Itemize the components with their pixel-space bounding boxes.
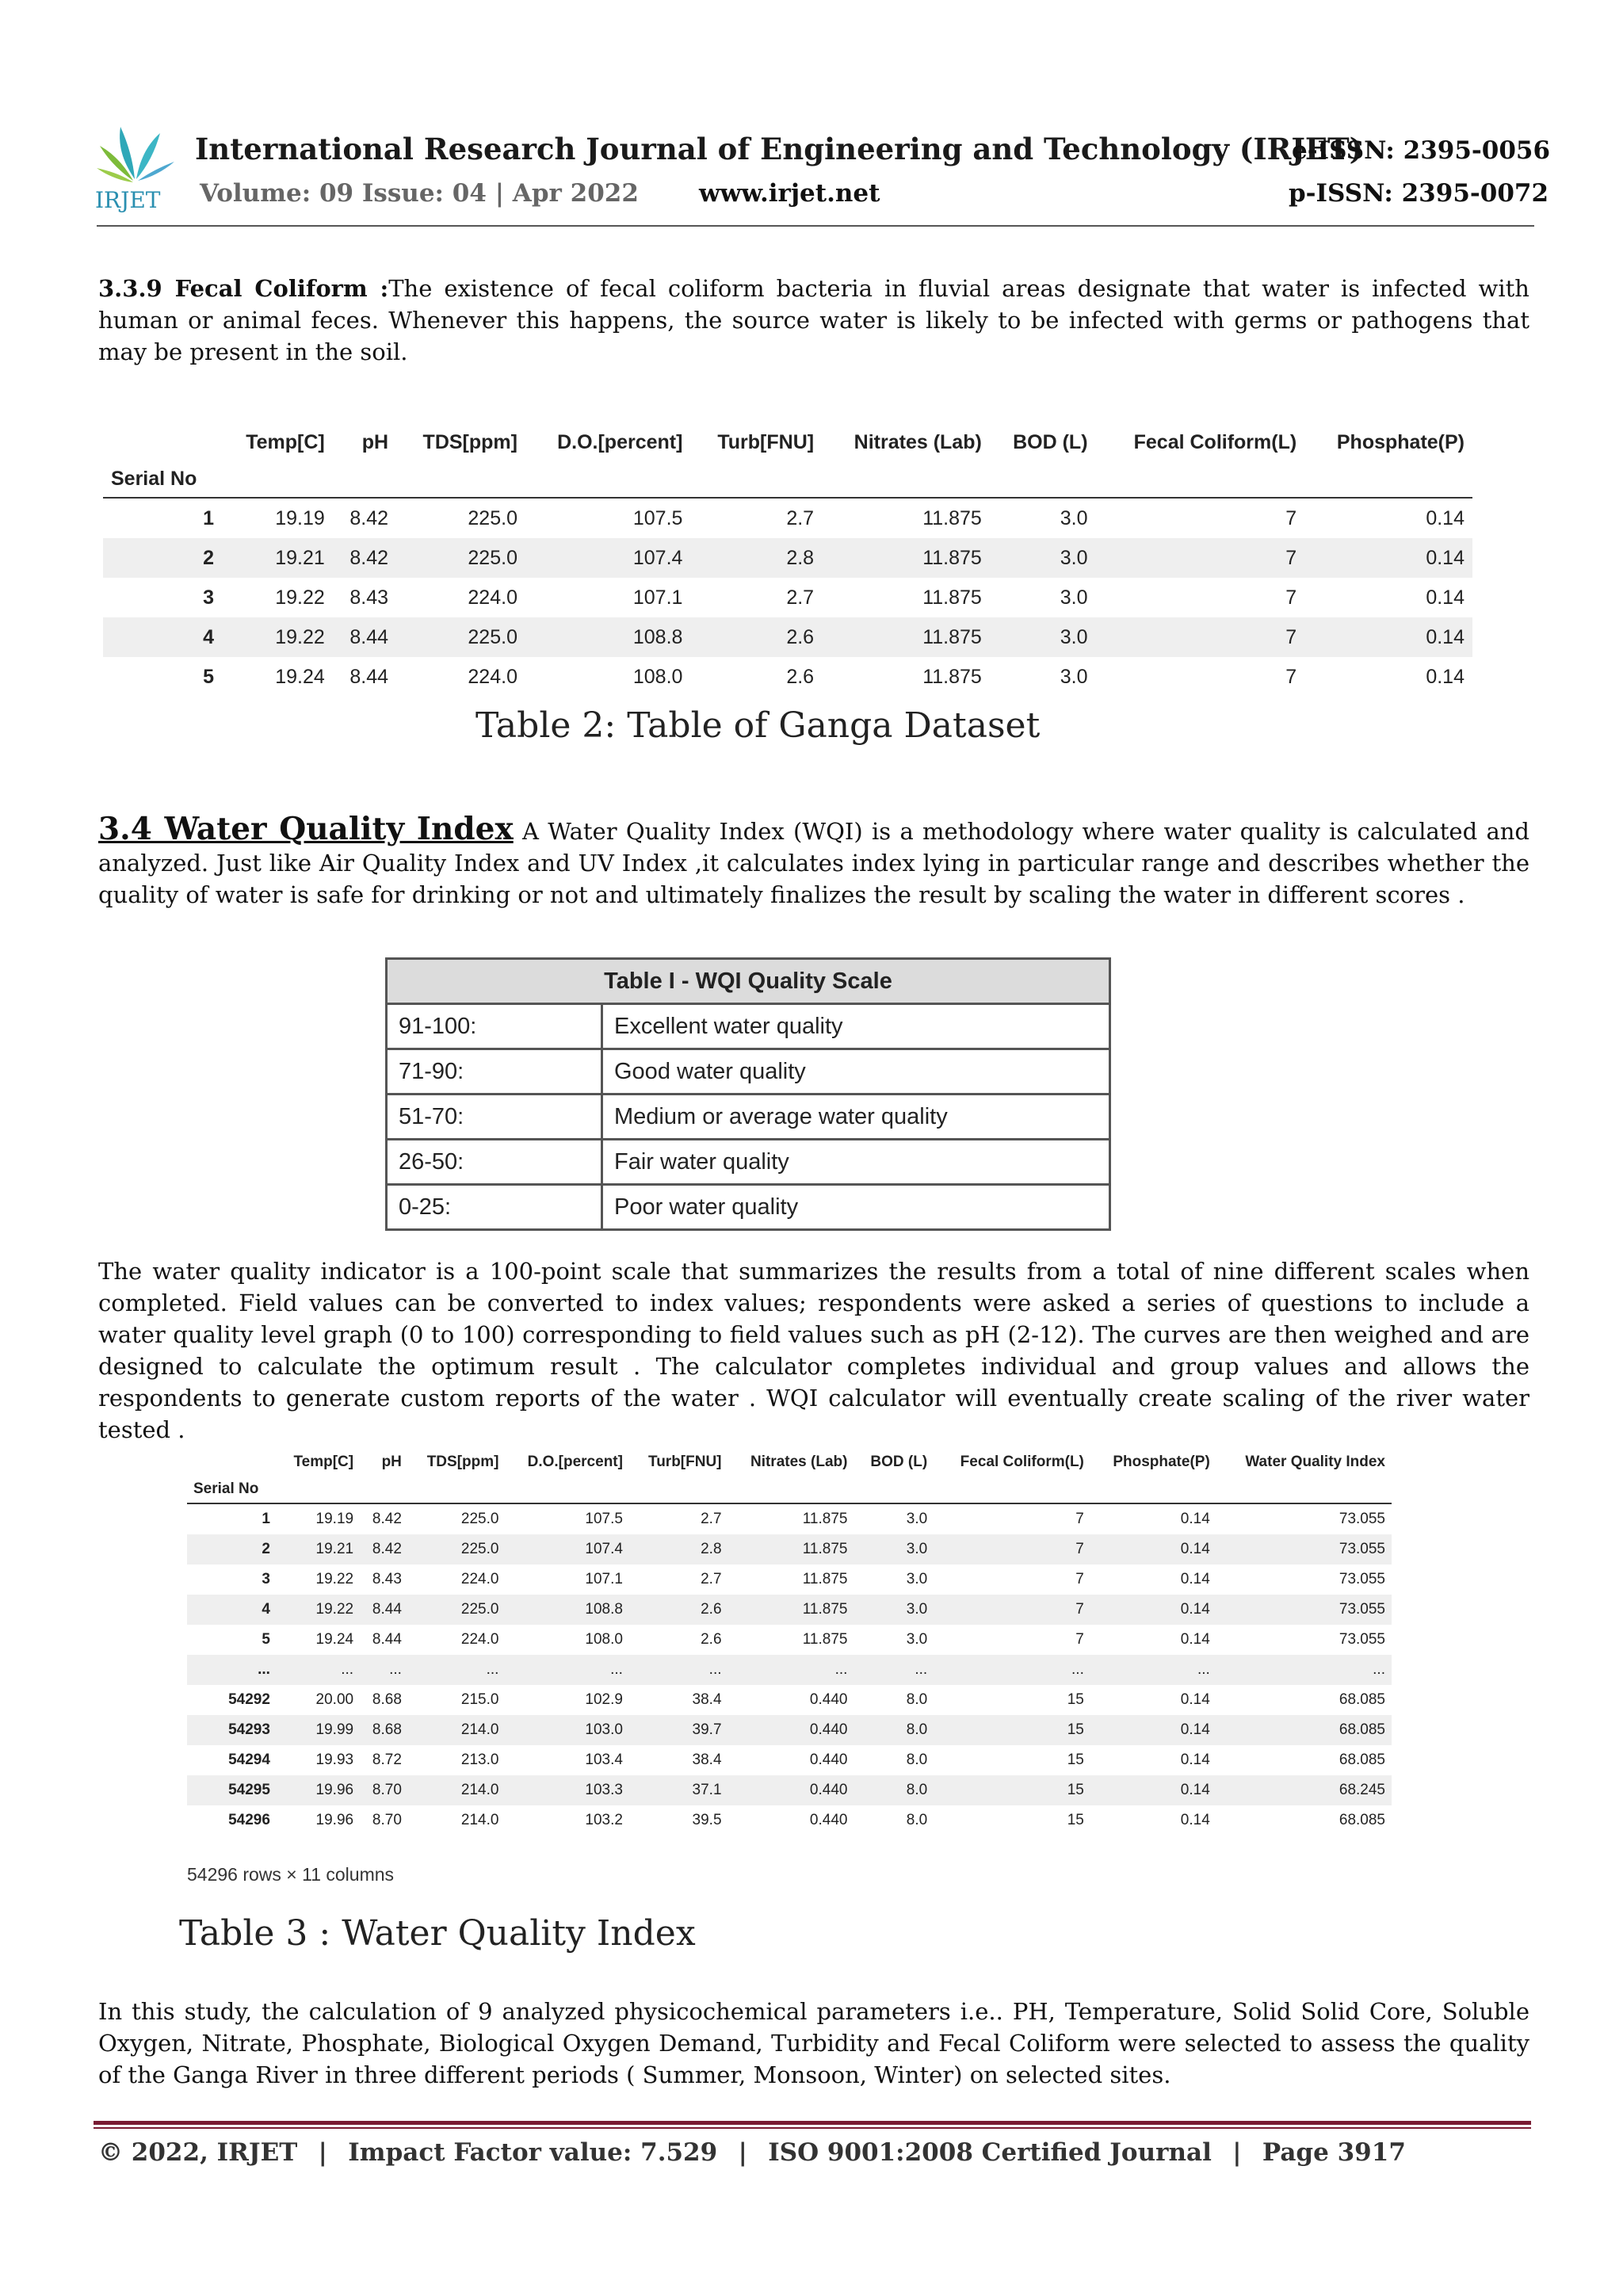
table-cell: 107.1 (585, 1571, 623, 1587)
column-header-blank (222, 460, 333, 498)
table-cell: 107.5 (632, 506, 683, 529)
row-index-cell: 5 (262, 1631, 270, 1648)
footer-copyright: © 2022, IRJET (98, 2138, 298, 2167)
table-cell: 225.0 (396, 538, 525, 578)
table-cell: 2.6 (786, 665, 815, 688)
table-cell: 0.14 (1090, 1595, 1216, 1625)
table-cell: 11.875 (822, 617, 990, 657)
table-cell: 103.2 (585, 1812, 623, 1828)
table-cell: 2.7 (786, 506, 815, 529)
table-cell: 108.8 (505, 1595, 629, 1625)
column-header: D.O.[percent] (527, 1454, 623, 1470)
table-cell: 15 (1067, 1691, 1084, 1708)
table-cell: 3.0 (990, 617, 1096, 657)
table3-caption: Table 3 : Water Quality Index (179, 1913, 696, 1954)
table-cell: 19.19 (315, 1511, 354, 1527)
table-row (187, 1715, 1392, 1745)
column-header-blank (408, 1476, 506, 1503)
table-cell: 2.8 (690, 538, 822, 578)
wqi-range-cell: 51-70: (387, 1095, 602, 1140)
table-cell: 214.0 (408, 1715, 506, 1745)
table-cell: 8.44 (372, 1631, 402, 1648)
fecal-coliform-paragraph (98, 273, 1529, 368)
wqi-quality-cell: Excellent water quality (602, 1004, 1110, 1049)
header-divider (97, 225, 1534, 227)
table-cell: 11.875 (922, 586, 982, 609)
column-header: TDS[ppm] (426, 1454, 499, 1470)
row-index-cell: 5 (203, 665, 215, 688)
table-cell: 19.22 (315, 1571, 354, 1587)
table-cell: ... (408, 1655, 506, 1685)
table-cell: ... (854, 1655, 934, 1685)
column-header: D.O.[percent] (557, 430, 683, 453)
table-cell: 19.19 (275, 506, 325, 529)
table-cell: 225.0 (408, 1534, 506, 1564)
table-cell: 8.43 (372, 1571, 402, 1587)
wqi-quality-cell: Medium or average water quality (602, 1095, 1110, 1140)
table-cell: 0.14 (1090, 1775, 1216, 1805)
table-cell: 8.70 (372, 1812, 402, 1828)
column-header: Fecal Coliform(L) (960, 1454, 1084, 1470)
row-index-cell: 54296 (228, 1812, 270, 1828)
table2-caption: Table 2: Table of Ganga Dataset (475, 705, 1041, 746)
wqi-quality-cell: Fair water quality (602, 1140, 1110, 1185)
wqi-range-cell: 91-100: (387, 1004, 602, 1049)
wqi-range-cell: 26-50: (387, 1140, 602, 1185)
footer-page-number: Page 3917 (1262, 2138, 1406, 2167)
wqi-scale-row (387, 1095, 1110, 1140)
table-cell: 108.8 (525, 617, 690, 657)
page-footer (98, 2138, 1406, 2167)
table-cell: 7 (1075, 1631, 1084, 1648)
column-header: Phosphate(P) (1113, 1454, 1210, 1470)
table-cell: 73.055 (1338, 1511, 1385, 1527)
table-cell: 68.085 (1338, 1812, 1385, 1828)
table-cell: 108.0 (632, 665, 683, 688)
table-cell: 2.8 (629, 1534, 728, 1564)
table-cell: 7 (934, 1595, 1090, 1625)
table-cell: 0.14 (1426, 665, 1465, 688)
column-header: Phosphate(P) (1336, 430, 1465, 453)
table-cell: 103.0 (505, 1715, 629, 1745)
table-cell: 15 (934, 1775, 1090, 1805)
table-cell: 107.4 (505, 1534, 629, 1564)
row-index-cell: 54295 (187, 1775, 277, 1805)
wqi-quality-scale-table (385, 957, 1111, 1231)
table-cell: 39.7 (629, 1715, 728, 1745)
table-row (103, 617, 1472, 657)
column-header: Fecal Coliform(L) (1133, 430, 1297, 453)
table-cell: 19.22 (275, 586, 325, 609)
table-row (187, 1805, 1392, 1836)
table-cell: 8.44 (360, 1595, 408, 1625)
wqi-paragraph (98, 813, 1529, 911)
table-cell: 0.14 (1426, 506, 1465, 529)
row-index-cell: 4 (103, 617, 222, 657)
footer-separator: | (318, 2138, 327, 2167)
ganga-dataset-table (103, 424, 1472, 697)
table-cell: 8.42 (333, 538, 396, 578)
column-header: BOD (L) (870, 1454, 928, 1470)
table-header-row (187, 1449, 1392, 1476)
table-header-row (103, 424, 1472, 460)
column-header: Nitrates (Lab) (750, 1454, 848, 1470)
table-cell: 225.0 (408, 1595, 506, 1625)
volume-issue: Volume: 09 Issue: 04 | Apr 2022 (200, 179, 639, 208)
table-cell: 8.42 (360, 1534, 408, 1564)
table-cell: 8.0 (854, 1775, 934, 1805)
column-header-blank (690, 460, 822, 498)
wqi-range-cell: 71-90: (387, 1049, 602, 1095)
column-header: BOD (L) (1013, 430, 1088, 453)
row-index-cell: 54294 (228, 1752, 270, 1768)
wqi-scale-row (387, 1004, 1110, 1049)
table-cell: 103.3 (505, 1775, 629, 1805)
table-cell: 8.70 (360, 1775, 408, 1805)
table-cell: 215.0 (460, 1691, 499, 1708)
column-header: Turb[FNU] (648, 1454, 722, 1470)
column-header: pH (361, 430, 389, 453)
table-cell: 225.0 (396, 617, 525, 657)
column-header: Temp[C] (293, 1454, 354, 1470)
table-cell: 7 (1285, 665, 1297, 688)
table-cell: 73.055 (1338, 1571, 1385, 1587)
table-cell: 19.24 (315, 1631, 354, 1648)
column-header-blank (360, 1476, 408, 1503)
table-cell: 3.0 (1060, 506, 1088, 529)
table-cell: 7 (1075, 1571, 1084, 1587)
table-row (187, 1685, 1392, 1715)
table-row (187, 1775, 1392, 1805)
table-cell: 15 (934, 1715, 1090, 1745)
wqi-section-heading: 3.4 Water Quality Index (98, 811, 514, 847)
table-cell: 3.0 (906, 1511, 928, 1527)
column-header-blank (629, 1476, 728, 1503)
table-cell: 0.440 (809, 1752, 848, 1768)
wqi-section-text: A Water Quality Index (WQI) is a methodology where water quality is calculated and analyzed. Just like Air Quality Index and UV Index ,it calculates index lying in particular range and describes whether the quality of water is safe for drinking or not and ultimately finalizes the result by scaling the water in different scores . (98, 818, 1529, 908)
table-row (187, 1745, 1392, 1775)
table-cell: 11.875 (802, 1631, 848, 1648)
table-cell: 3.0 (906, 1631, 928, 1648)
table-cell: 224.0 (460, 1571, 499, 1587)
table-cell: 214.0 (408, 1775, 506, 1805)
table-cell: 213.0 (460, 1752, 499, 1768)
table-cell: 107.5 (585, 1511, 623, 1527)
table-cell: 8.0 (906, 1691, 928, 1708)
table-cell: 39.5 (692, 1812, 722, 1828)
fecal-coliform-heading: 3.3.9 Fecal Coliform : (98, 275, 389, 302)
table-cell: 0.14 (1180, 1511, 1210, 1527)
table-cell: 225.0 (468, 506, 517, 529)
table-index-header-row (103, 460, 1472, 498)
table-row (103, 538, 1472, 578)
fecal-coliform-text: The existence of fecal coliform bacteria in fluvial areas designate that water is infected with human or animal feces. Whenever this happens, the source water is likely to be infected with germs or pathogens that may be present in the soil. (98, 275, 1529, 365)
footer-separator: | (738, 2138, 747, 2167)
column-header: Turb[FNU] (717, 430, 815, 453)
table-cell: 19.22 (277, 1595, 360, 1625)
table-cell: 8.68 (360, 1715, 408, 1745)
index-name-header: Serial No (187, 1476, 277, 1503)
footer-divider (94, 2121, 1531, 2125)
column-header-blank (854, 1476, 934, 1503)
table-cell: 68.085 (1216, 1715, 1392, 1745)
table-cell: 7 (1075, 1511, 1084, 1527)
wqi-quality-cell: Good water quality (602, 1049, 1110, 1095)
table-cell: 11.875 (728, 1534, 854, 1564)
table-cell: 8.42 (372, 1511, 402, 1527)
table-row (187, 1625, 1392, 1655)
table-cell: 19.21 (277, 1534, 360, 1564)
table-cell: 11.875 (728, 1595, 854, 1625)
table-cell: 15 (1067, 1812, 1084, 1828)
table-cell: 2.6 (701, 1631, 722, 1648)
table-cell: 8.0 (906, 1752, 928, 1768)
row-index-cell: 3 (262, 1571, 270, 1587)
table-cell: 68.085 (1338, 1752, 1385, 1768)
table-cell: 8.72 (372, 1752, 402, 1768)
table-cell: ... (277, 1655, 360, 1685)
index-header-blank (187, 1449, 277, 1476)
pissn: p-ISSN: 2395-0072 (1289, 179, 1549, 208)
column-header-blank (822, 460, 990, 498)
rows-columns-note: 54296 rows × 11 columns (187, 1864, 395, 1885)
table-cell: 3.0 (990, 538, 1096, 578)
table-cell: 7 (1096, 538, 1305, 578)
table-cell: 38.4 (692, 1752, 722, 1768)
table-cell: 19.93 (315, 1752, 354, 1768)
table-cell: ... (1090, 1655, 1216, 1685)
table-cell: 0.14 (1090, 1534, 1216, 1564)
table-cell: 19.99 (277, 1715, 360, 1745)
table-cell: 3.0 (854, 1595, 934, 1625)
table-row (187, 1503, 1392, 1534)
table-cell: 11.875 (922, 665, 982, 688)
table-cell: 15 (1067, 1752, 1084, 1768)
table-row (103, 498, 1472, 538)
column-header-blank (934, 1476, 1090, 1503)
wqi-scale-row (387, 1185, 1110, 1230)
table-cell: 8.0 (854, 1715, 934, 1745)
table-cell: ... (934, 1655, 1090, 1685)
table-cell: 3.0 (1060, 586, 1088, 609)
table-cell: 11.875 (802, 1571, 848, 1587)
table-cell: 19.22 (222, 617, 333, 657)
column-header-blank (396, 460, 525, 498)
table-cell: 214.0 (460, 1812, 499, 1828)
table-cell: 107.1 (632, 586, 683, 609)
column-header-blank (1096, 460, 1305, 498)
row-index-cell: 1 (262, 1511, 270, 1527)
table-cell: 38.4 (692, 1691, 722, 1708)
table-cell: 0.14 (1180, 1571, 1210, 1587)
table-cell: 108.0 (585, 1631, 623, 1648)
table-cell: 2.6 (690, 617, 822, 657)
table-cell: 8.44 (349, 665, 389, 688)
row-index-cell: 4 (187, 1595, 277, 1625)
table-cell: 11.875 (922, 506, 982, 529)
column-header-blank (333, 460, 396, 498)
table-cell: 7 (934, 1534, 1090, 1564)
table-cell: 224.0 (468, 586, 517, 609)
table-cell: 68.245 (1216, 1775, 1392, 1805)
row-index-cell: ... (187, 1655, 277, 1685)
table-cell: 73.055 (1338, 1631, 1385, 1648)
table-cell: ... (360, 1655, 408, 1685)
table-cell: ... (629, 1655, 728, 1685)
table-cell: 8.42 (349, 506, 389, 529)
table-row (187, 1595, 1392, 1625)
table-cell: 0.440 (728, 1715, 854, 1745)
table-cell: 3.0 (854, 1534, 934, 1564)
wqi-range-cell: 0-25: (387, 1185, 602, 1230)
irjet-logo (94, 117, 178, 212)
column-header-blank (1090, 1476, 1216, 1503)
index-name-header: Serial No (103, 460, 222, 498)
table-cell: 3.0 (906, 1571, 928, 1587)
table-cell: 0.14 (1180, 1752, 1210, 1768)
row-index-cell: 54292 (228, 1691, 270, 1708)
table-cell: 8.44 (333, 617, 396, 657)
wqi-scale-row (387, 1049, 1110, 1095)
journal-website: www.irjet.net (699, 179, 880, 208)
table-cell: 7 (1096, 617, 1305, 657)
table-cell: 19.96 (315, 1812, 354, 1828)
column-header-blank (505, 1476, 629, 1503)
table-cell: 0.440 (728, 1775, 854, 1805)
table-cell: 224.0 (468, 665, 517, 688)
table-cell: 11.875 (802, 1511, 848, 1527)
column-header: pH (381, 1454, 402, 1470)
table-cell: 107.4 (525, 538, 690, 578)
table-cell: 2.7 (701, 1511, 722, 1527)
table-cell: 37.1 (629, 1775, 728, 1805)
footer-impact-factor: Impact Factor value: 7.529 (348, 2138, 718, 2167)
column-header-blank (1216, 1476, 1392, 1503)
table-row (187, 1655, 1392, 1685)
column-header: Water Quality Index (1245, 1454, 1385, 1470)
table-row (103, 657, 1472, 697)
wqi-quality-cell: Poor water quality (602, 1185, 1110, 1230)
table-cell: 0.14 (1304, 538, 1472, 578)
column-header: TDS[ppm] (422, 430, 517, 453)
table-cell: 73.055 (1216, 1534, 1392, 1564)
study-paragraph: In this study, the calculation of 9 analyzed physicochemical parameters i.e.. PH, Temperature, Solid Solid Core, Soluble Oxygen, Nitrate, Phosphate, Biological Oxygen Demand, Turbidity and Fecal Coliform were selected to assess the quality of the Ganga River in three different periods ( Summer, Monsoon, Winter) on selected sites. (98, 1998, 1529, 2088)
table-cell: 20.00 (315, 1691, 354, 1708)
table-cell: 3.0 (1060, 665, 1088, 688)
journal-title: International Research Journal of Engineering and Technology (IRJET) (195, 132, 1364, 166)
table-cell: 0.14 (1180, 1812, 1210, 1828)
footer-divider-thin (94, 2127, 1531, 2129)
column-header-blank (990, 460, 1096, 498)
table-cell: 103.4 (585, 1752, 623, 1768)
table-cell: 0.14 (1090, 1715, 1216, 1745)
table-cell: 8.0 (906, 1812, 928, 1828)
table-cell: ... (1216, 1655, 1392, 1685)
column-header: Nitrates (Lab) (854, 430, 982, 453)
table-cell: 2.6 (629, 1595, 728, 1625)
table-cell: 11.875 (822, 538, 990, 578)
table-cell: 0.14 (1180, 1631, 1210, 1648)
column-header-blank (1304, 460, 1472, 498)
table-cell: 0.14 (1180, 1691, 1210, 1708)
table-cell: 68.085 (1338, 1691, 1385, 1708)
column-header: Temp[C] (246, 430, 325, 453)
table-cell: 2.7 (786, 586, 815, 609)
table-index-header-row (187, 1476, 1392, 1503)
table-cell: 0.440 (809, 1812, 848, 1828)
table-cell: ... (505, 1655, 629, 1685)
wqi-scale-title: Table I - WQI Quality Scale (387, 959, 1110, 1004)
table-row (187, 1534, 1392, 1564)
row-index-cell: 2 (103, 538, 222, 578)
table-cell: 73.055 (1216, 1595, 1392, 1625)
column-header-blank (728, 1476, 854, 1503)
row-index-cell: 3 (203, 586, 215, 609)
table-cell: 8.43 (349, 586, 389, 609)
row-index-cell: 1 (203, 506, 215, 529)
table-cell: 19.21 (222, 538, 333, 578)
eissn: e-ISSN: 2395-0056 (1292, 136, 1551, 165)
table-cell: 0.14 (1426, 586, 1465, 609)
table-cell: 0.440 (809, 1691, 848, 1708)
table-cell: 7 (1285, 586, 1297, 609)
table-cell: 0.14 (1304, 617, 1472, 657)
row-index-cell: 2 (187, 1534, 277, 1564)
logo-wordmark: IRJET (95, 187, 161, 212)
water-quality-index-table (187, 1449, 1392, 1836)
table-cell: 7 (1285, 506, 1297, 529)
table-cell: 2.7 (701, 1571, 722, 1587)
table-cell: 19.24 (275, 665, 325, 688)
column-header-blank (525, 460, 690, 498)
table-cell: 19.96 (277, 1775, 360, 1805)
wqi-scale-row (387, 1140, 1110, 1185)
table-cell: ... (728, 1655, 854, 1685)
column-header-blank (277, 1476, 360, 1503)
index-header-blank (103, 424, 222, 460)
table-cell: 8.68 (372, 1691, 402, 1708)
footer-separator: | (1232, 2138, 1242, 2167)
table-cell: 225.0 (460, 1511, 499, 1527)
table-cell: 224.0 (460, 1631, 499, 1648)
row-index-cell: 54293 (187, 1715, 277, 1745)
footer-iso: ISO 9001:2008 Certified Journal (768, 2138, 1212, 2167)
indicator-paragraph: The water quality indicator is a 100-point scale that summarizes the results from a total of nine different scales when completed. Field values can be converted to index values; respondents were asked a series of questions to include a water quality level graph (0 to 100) corresponding to field values such as pH (2-12). The curves are then weighed and are designed to calculate the optimum result . The calculator completes individual and group values and allows the respondents to generate custom reports of the water . WQI calculator will eventually create scaling of the river water tested . (98, 1258, 1529, 1443)
table-cell: 102.9 (585, 1691, 623, 1708)
table-row (187, 1564, 1392, 1595)
table-row (103, 578, 1472, 617)
